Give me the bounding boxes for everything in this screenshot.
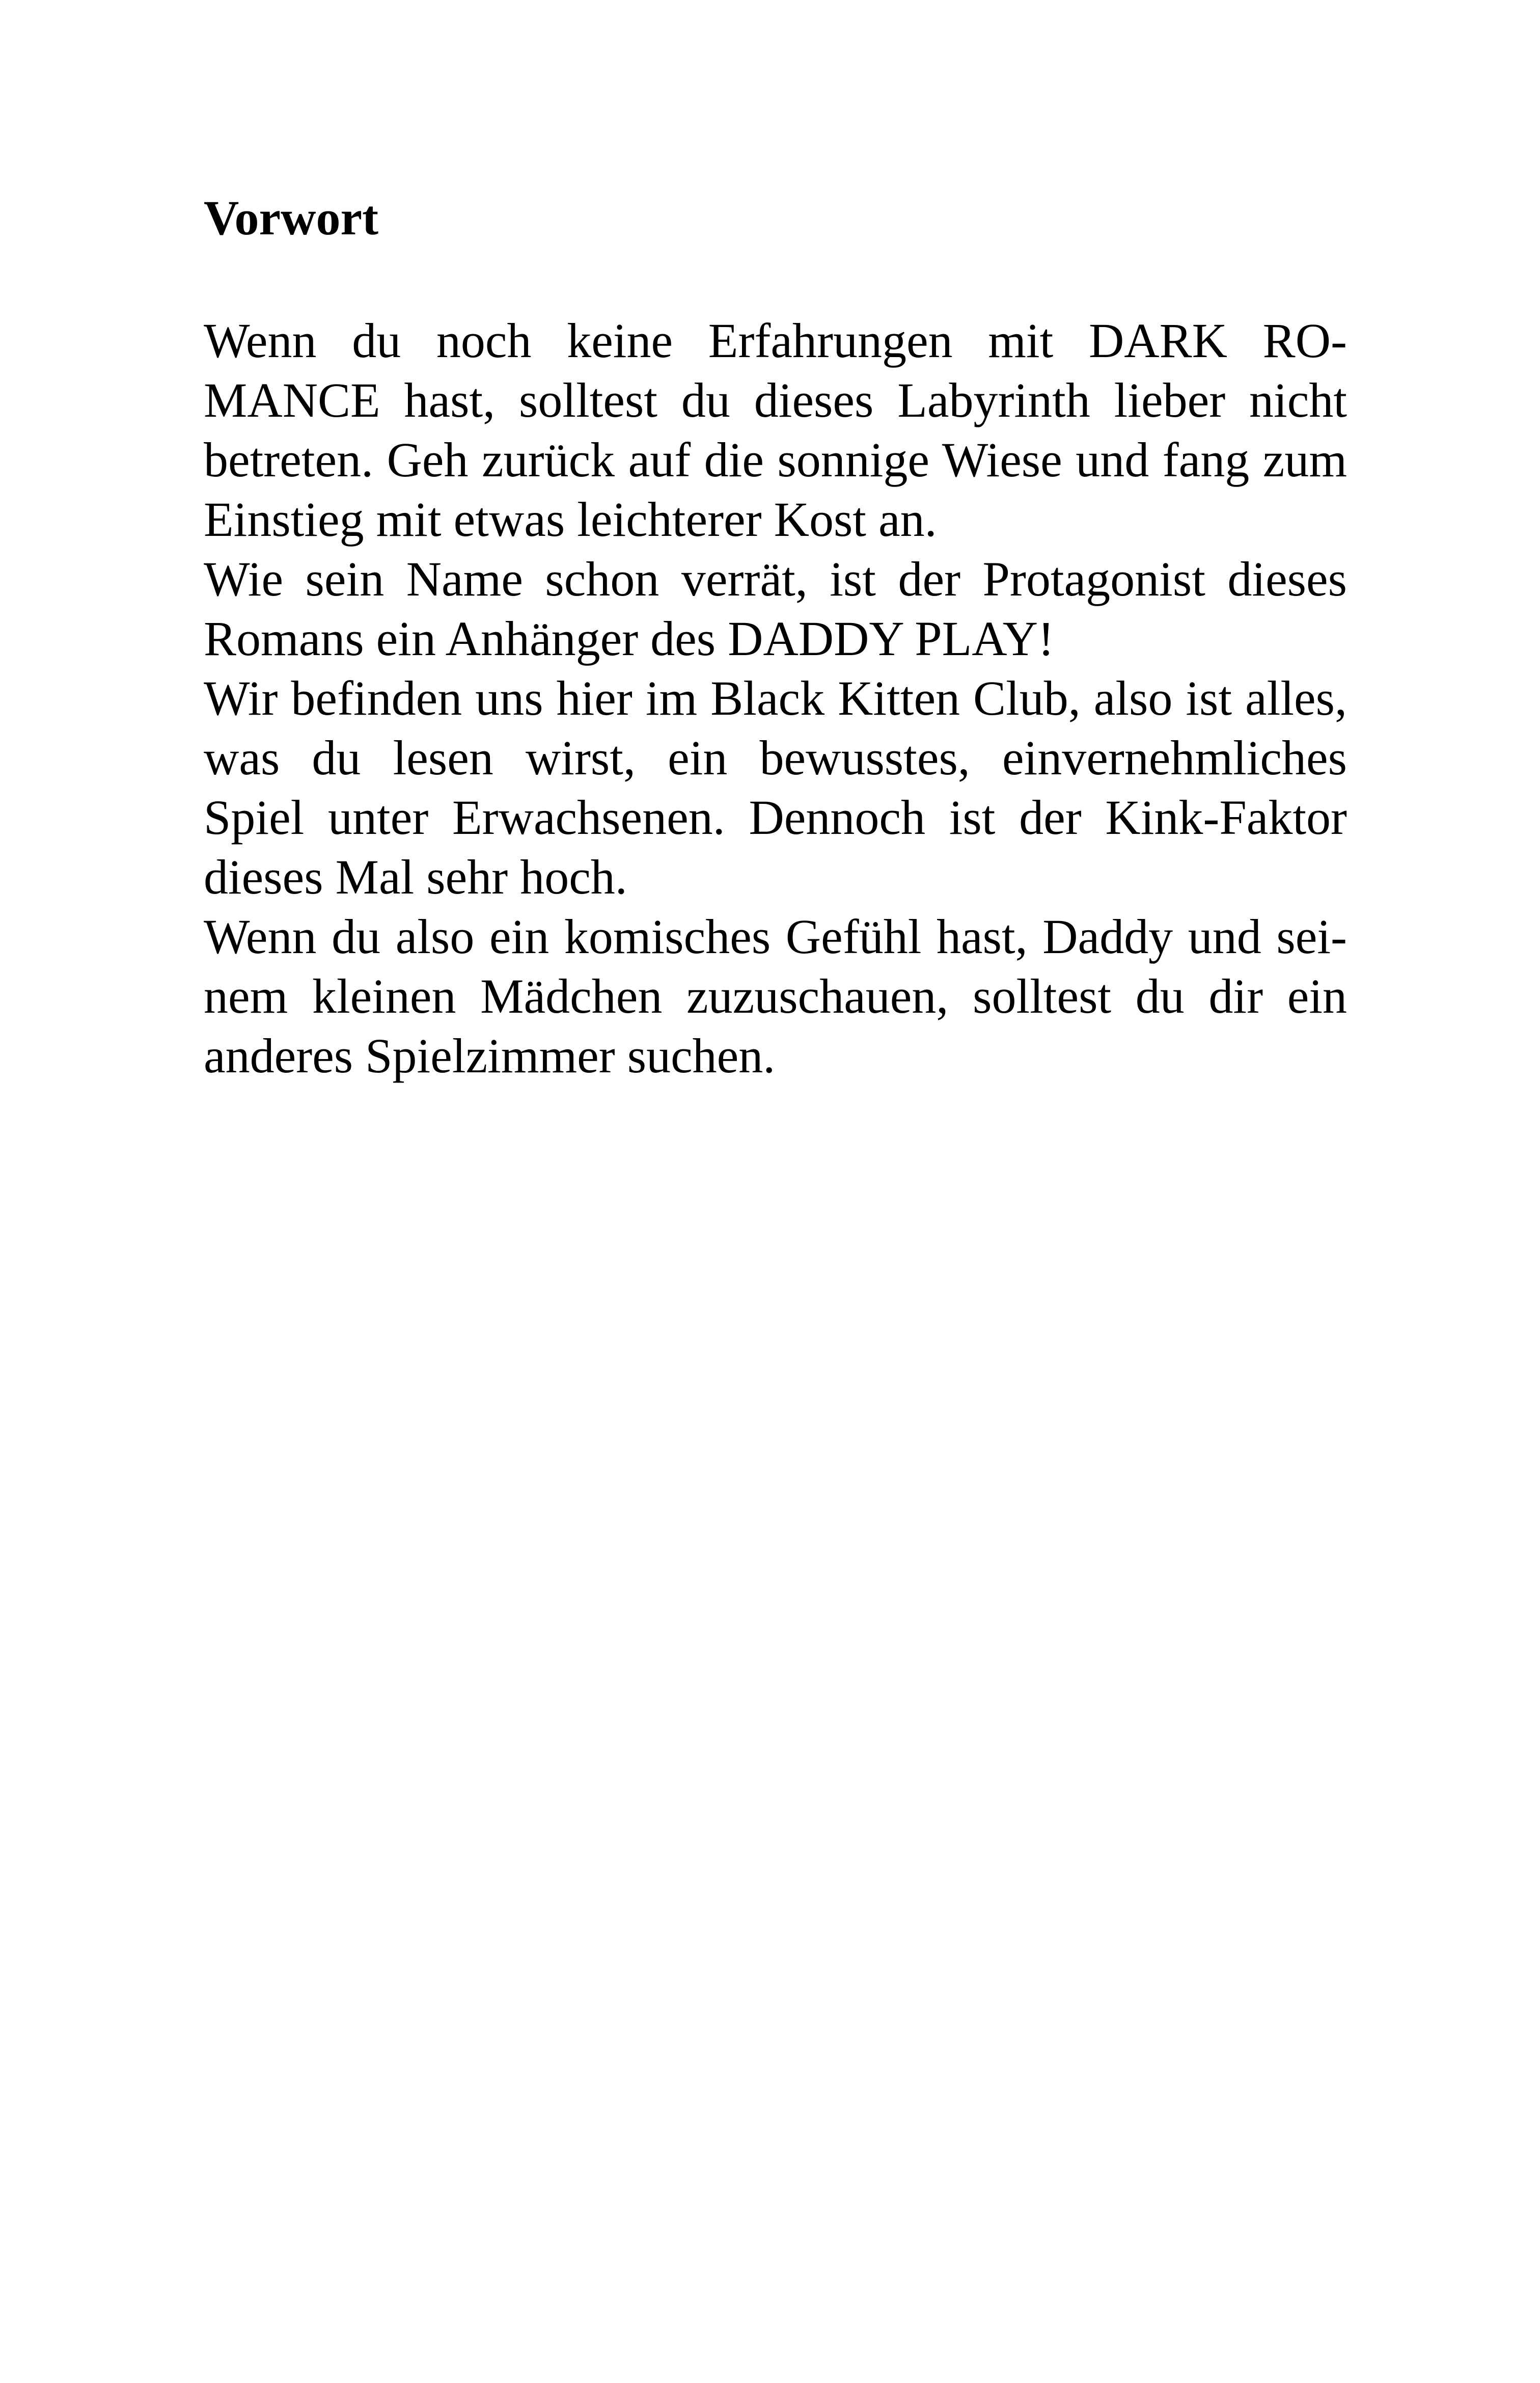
text-line: Romans ein Anhänger des DADDY PLAY! [204, 611, 1055, 666]
text-line: Einstieg mit etwas leichterer Kost an. [204, 492, 937, 547]
text-line: Wenn du noch keine Erfahrungen mit DARK RO- [204, 313, 1347, 368]
foreword-section [204, 191, 1347, 1086]
body-text [204, 311, 1347, 1086]
text-line: Spiel unter Erwachsenen. Dennoch ist der Kink-Faktor [204, 790, 1347, 845]
text-line: nem kleinen Mädchen zuzuschauen, solltest du dir ein [204, 969, 1347, 1023]
text-line: was du lesen wirst, ein bewusstes, einvernehmliches [204, 730, 1347, 785]
text-line: dieses Mal sehr hoch. [204, 850, 627, 904]
text-line: Wie sein Name schon verrät, ist der Protagonist dieses [204, 552, 1347, 606]
text-line: anderes Spielzimmer suchen. [204, 1028, 776, 1083]
text-line: betreten. Geh zurück auf die sonnige Wiese und fang zum [204, 432, 1347, 487]
page-title: Vorwort [204, 191, 379, 245]
text-line: Wir befinden uns hier im Black Kitten Club, also ist alles, [204, 671, 1347, 725]
text-line: Wenn du also ein komisches Gefühl hast, Daddy und sei- [204, 909, 1347, 964]
text-line: MANCE hast, solltest du dieses Labyrinth lieber nicht [204, 373, 1347, 427]
